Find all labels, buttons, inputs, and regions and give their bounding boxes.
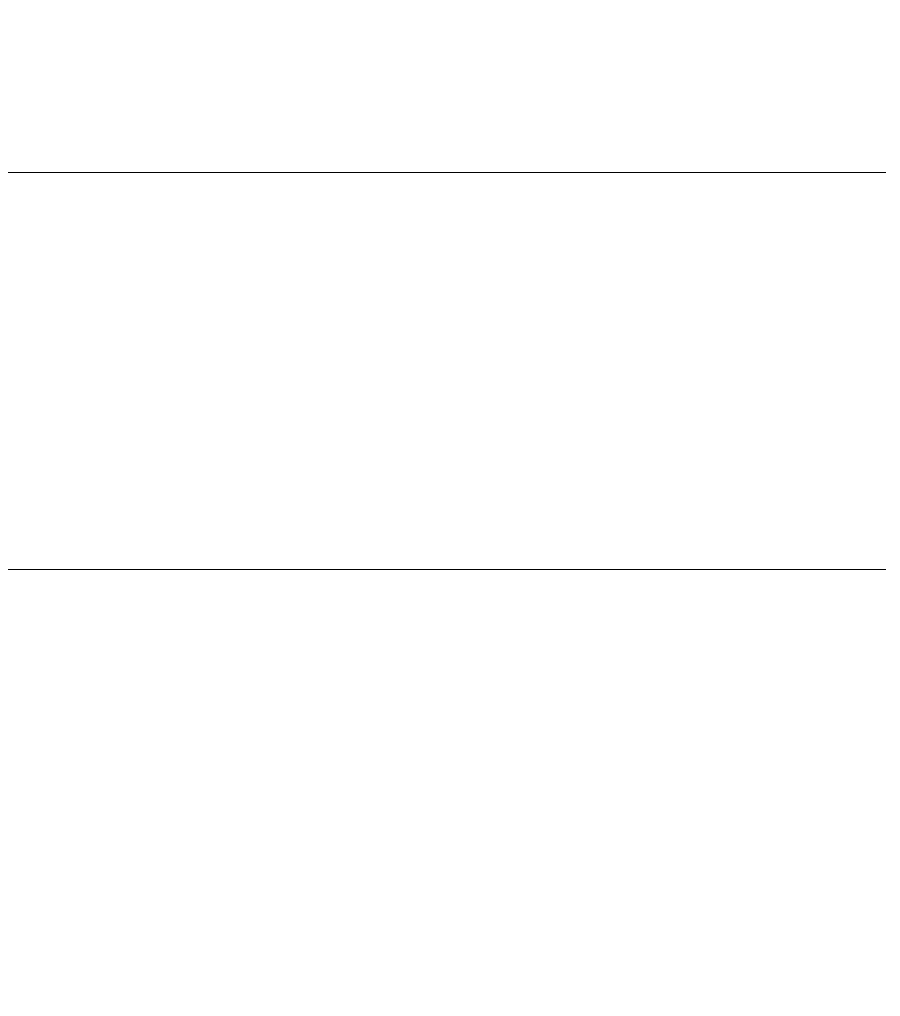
officials-block	[8, 965, 484, 1007]
header-divider	[8, 172, 886, 173]
header-divider	[8, 569, 886, 570]
